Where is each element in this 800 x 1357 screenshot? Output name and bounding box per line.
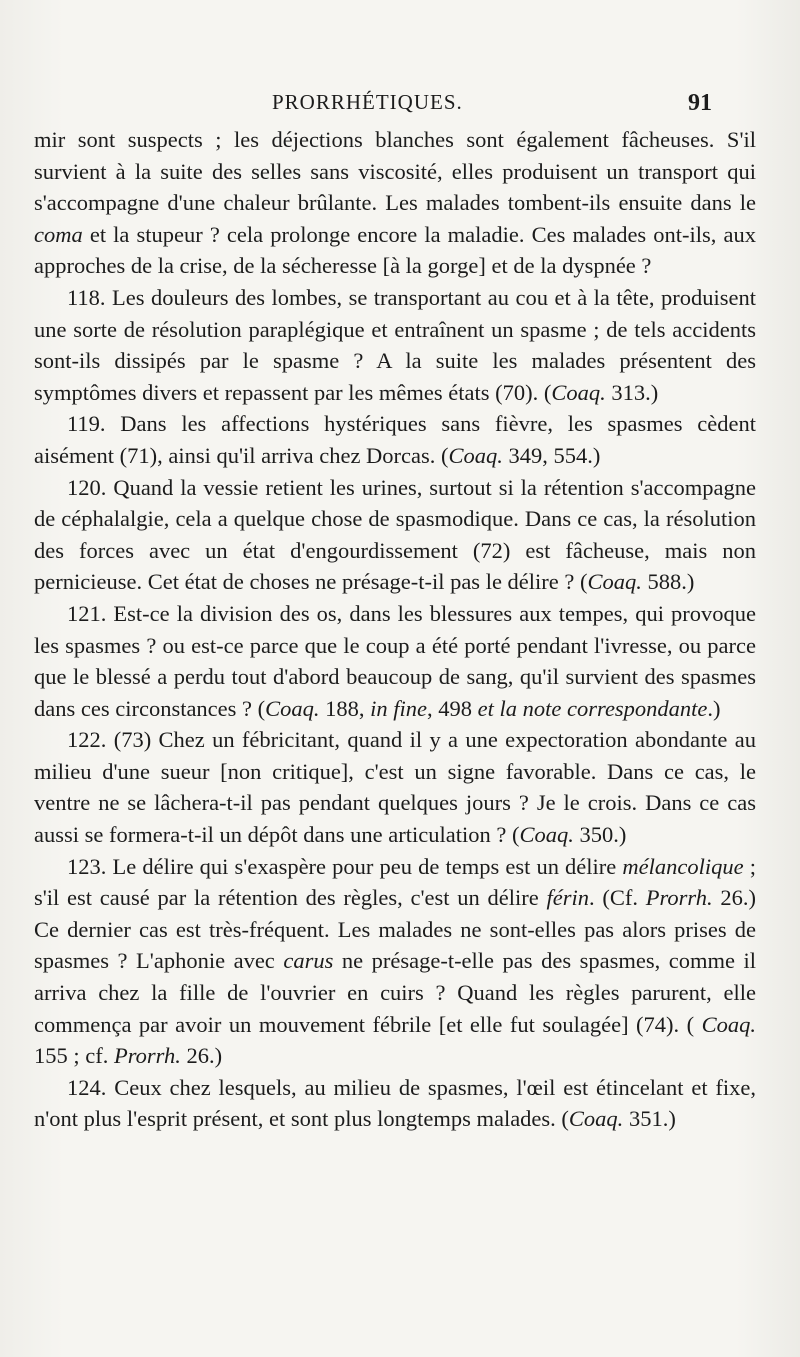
text-run: 122. (73) Chez un fébricitant, quand il y a une expectoration abondante au milieu d'une sueur [non critique], c'est un signe favorable. Dans ce cas, le ventre ne se lâchera-t-il pas pendant quelques jours ? Je le crois. Dans ce cas aussi se formera-t-il un dépôt dans une articulation ? (: [34, 727, 756, 848]
text-run: 351.): [623, 1106, 676, 1132]
text-run: 118. Les douleurs des lombes, se transportant au cou et à la tête, produisent une sorte de résolution paraplégique et entraînent un spasme ; de tels accidents sont-ils dissipés par le spasme ? A la suite les malades présentent des symptômes divers et repassent par les mêmes états (70). (: [34, 284, 756, 405]
italic-run: carus: [283, 948, 334, 974]
text-run: 120. Quand la vessie retient les urines, surtout si la rétention s'accompagne de céphalalgie, cela a quelque chose de spasmodique. Dans ce cas, la résolution des forces avec un état d'engourdissement (72) est fâcheuse, mais non pernicieuse. Cet état de choses ne présage-t-il pas le délire ? (: [34, 474, 756, 595]
italic-run: Coaq.: [551, 379, 606, 405]
paragraph-118: [34, 282, 756, 408]
text-run: 121. Est-ce la division des os, dans les blessures aux tempes, qui provoque les spasmes ? ou est-ce parce que le coup a été porté pendant l'ivresse, ou parce que le blessé a perdu tout d'abord beaucoup de sang, qu'il survient des spasmes dans ces circonstances ? (: [34, 600, 756, 721]
italic-run: coma: [34, 221, 83, 247]
italic-run: Coaq.: [448, 442, 503, 468]
italic-run: in fine: [370, 695, 428, 721]
text-run: 313.): [605, 379, 659, 405]
text-run: et la stupeur ? cela prolonge encore la maladie. Ces malades ont-ils, aux approches de la crise, de la sécheresse [à la gorge] et de la dyspnée ?: [34, 221, 756, 279]
italic-run: férin: [546, 885, 589, 911]
text-run: mir sont suspects ; les déjections blanches sont également fâcheuses. S'il survient à la suite des selles sans viscosité, elles produisent un transport qui s'accompagne d'une chaleur brûlante. Les malades tombent-ils ensuite dans le: [34, 127, 756, 216]
paragraph-120: [34, 472, 756, 598]
page-number: 91: [688, 90, 712, 116]
text-run: , 498: [427, 695, 478, 721]
text-run: . (Cf.: [588, 885, 646, 911]
paragraph-124: [34, 1072, 756, 1135]
text-run: 350.): [573, 822, 627, 848]
paragraph-122: [34, 724, 756, 850]
italic-run: et la note correspondante: [477, 695, 708, 721]
body-text: [34, 124, 756, 1135]
text-run: 349, 554.): [502, 442, 601, 468]
text-run: 155 ; cf.: [34, 1043, 114, 1069]
italic-run: Coaq.: [519, 822, 574, 848]
text-run: 188,: [319, 695, 371, 721]
text-run: .): [707, 695, 721, 721]
text-run: ; s'il est causé par la rétention des règles, c'est un délire: [34, 853, 756, 911]
italic-run: Prorrh.: [645, 885, 713, 911]
italic-run: Coaq.: [701, 1011, 756, 1037]
italic-run: mélancolique: [622, 853, 744, 879]
running-head: PRORRHÉTIQUES.: [272, 90, 463, 114]
text-run: 26.) Ce dernier cas est très-fréquent. Les malades ne sont-elles pas alors prises de spasmes ? L'aphonie avec: [34, 885, 756, 974]
text-run: 119. Dans les affections hystériques sans fièvre, les spasmes cèdent aisément (71), ainsi qu'il arriva chez Dorcas. (: [34, 411, 756, 468]
paragraph-continuation: [34, 124, 756, 282]
paragraph-123: [34, 851, 756, 1072]
italic-run: Coaq.: [587, 569, 642, 595]
page-header: [0, 84, 800, 124]
text-run: 26.): [180, 1043, 223, 1069]
italic-run: Prorrh.: [113, 1043, 181, 1069]
paragraph-119: [34, 408, 756, 471]
text-run: 123. Le délire qui s'exaspère pour peu de temps est un délire: [67, 853, 623, 879]
text-run: 588.): [641, 569, 695, 595]
text-run: ne présage-t-elle pas des spasmes, comme il arriva chez la fille de l'ouvrier en cuirs ? Quand les règles parurent, elle commença par avoir un mouvement fébrile [et elle fut soulagée] (74). (: [34, 948, 756, 1037]
text-run: 124. Ceux chez lesquels, au milieu de spasmes, l'œil est étincelant et fixe, n'ont plus l'esprit présent, et sont plus longtemps malades. (: [34, 1074, 756, 1132]
italic-run: Coaq.: [568, 1106, 624, 1132]
paragraph-121: [34, 598, 756, 724]
italic-run: Coaq.: [265, 695, 320, 721]
